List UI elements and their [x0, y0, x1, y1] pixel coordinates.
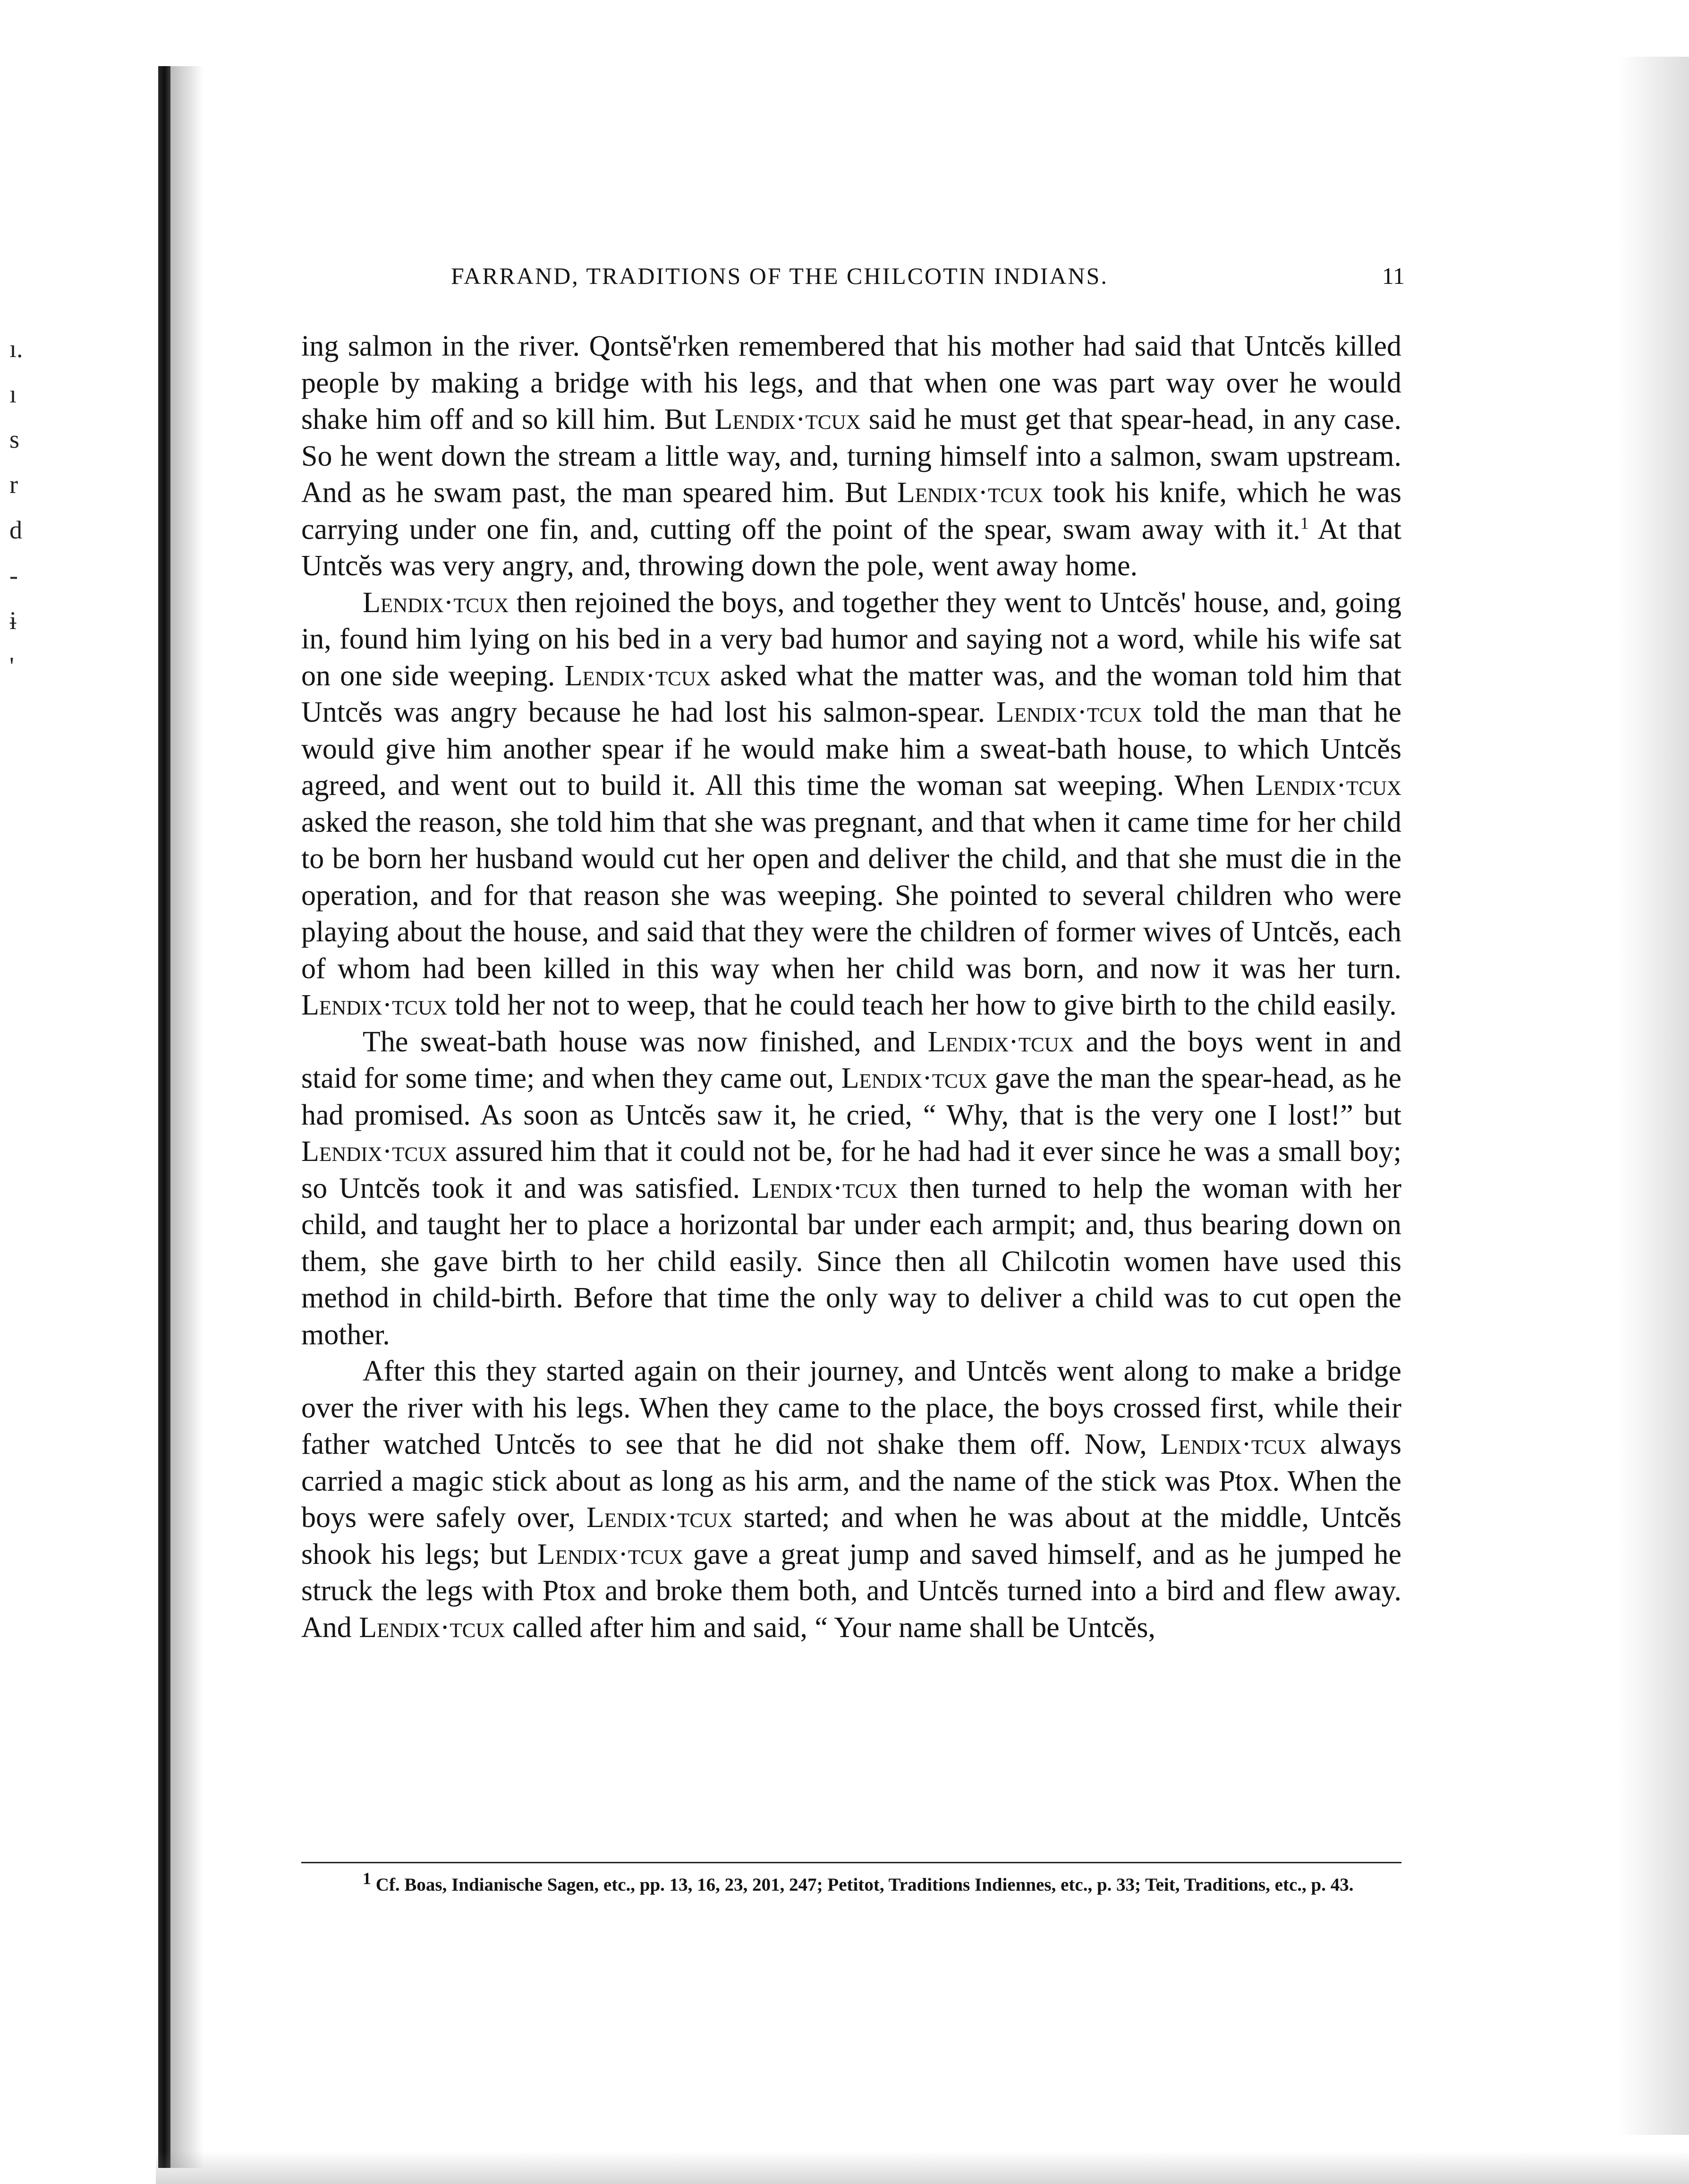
- footnote-rule: [301, 1862, 1401, 1863]
- name-small-caps: Lendix·tcux: [927, 1025, 1074, 1058]
- footnote-text: Cf. Boas, Indianische Sagen, etc., pp. 13, 16, 23, 201, 247; Petitot, Traditions Indiennes, etc., p. 33; Teit, Traditions, etc., p. 43.: [371, 1875, 1354, 1895]
- name-small-caps: Lendix·tcux: [841, 1062, 987, 1094]
- text-run: The sweat-bath house was now finished, and: [363, 1025, 928, 1058]
- text-run: said he must get that spear-head, in any case. So he went down the stream a little way, and, turning himself into a salmon, swam upstream. And as he swam past, the man speared him. But: [301, 403, 1401, 509]
- text-run: took his knife, which he was carrying under one fin, and, cutting off the point of the spear, swam away with it.: [301, 477, 1401, 546]
- margin-fragments: [9, 326, 38, 689]
- paragraph: [301, 585, 1401, 1024]
- name-small-caps: Lendix·tcux: [714, 403, 861, 435]
- text-run: gave a great jump and saved himself, and as he jumped he struck the legs with Ptox and broke them both, and Untcĕs turned into a bird and flew away. And: [301, 1538, 1401, 1644]
- text-run: started; and when he was about at the middle, Untcĕs shook his legs; but: [301, 1502, 1401, 1570]
- text-run: asked what the matter was, and the woman told him that Untcĕs was angry because he had lost his salmon-spear.: [301, 659, 1401, 728]
- text-run: and the boys went in and staid for some time; and when they came out,: [301, 1025, 1401, 1094]
- margin-fragment: r: [9, 470, 18, 499]
- right-page-edge: [1618, 57, 1689, 2135]
- name-small-caps: Lendix·tcux: [1160, 1428, 1307, 1460]
- text-run: told her not to weep, that he could teach her how to give birth to the child easily.: [447, 989, 1397, 1021]
- text-run: At that Untcĕs was very angry, and, throwing down the pole, went away home.: [301, 513, 1401, 582]
- paragraph: [301, 1024, 1401, 1354]
- name-small-caps: Lendix·tcux: [301, 1135, 448, 1168]
- footnote-reference: 1: [1300, 513, 1309, 532]
- text-run: then rejoined the boys, and together they went to Untcĕs' house, and, going in, found him lying on his bed in a very bad humor and saying not a word, while his wife sat on one side weeping.: [301, 586, 1401, 692]
- running-header: [451, 262, 1405, 295]
- binding-shadow: [170, 66, 204, 2168]
- text-run: asked the reason, she told him that she was pregnant, and that when it came time for her child to be born her husband would cut her open and deliver the child, and that she must die in the operation, and for that reason she was weeping. She pointed to several children who were playing about the house, and said that they were the children of former wives of Untcĕs, each of whom had been killed in this way when her child was born, and now it was her turn.: [301, 806, 1401, 985]
- name-small-caps: Lendix·tcux: [301, 989, 448, 1021]
- paragraph: [301, 328, 1401, 585]
- margin-fragment: ı.: [9, 334, 23, 363]
- bottom-page-edge: [156, 2151, 1689, 2184]
- name-small-caps: Lendix·tcux: [897, 477, 1044, 509]
- text-run: assured him that it could not be, for he had had it ever since he was a small boy; so Untcĕs took it and was satisfied.: [301, 1135, 1401, 1204]
- margin-fragment: ɨ: [9, 606, 17, 635]
- margin-fragment: ı: [9, 380, 17, 408]
- text-run: After this they started again on their journey, and Untcĕs went along to make a bridge over the river with his legs. When they came to the place, the boys crossed first, while their father watched Untcĕs to see that he did not shake them off. Now,: [301, 1355, 1401, 1460]
- text-run: told the man that he would give him another spear if he would make him a sweat-bath house, to which Untcĕs agreed, and went out to build it. All this time the woman sat weeping. When: [301, 696, 1401, 802]
- header-title: FARRAND, TRADITIONS OF THE CHILCOTIN INDIANS.: [451, 263, 1108, 289]
- page-number: 11: [1382, 263, 1405, 289]
- footnote-marker: 1: [363, 1869, 371, 1888]
- text-run: ing salmon in the river. Qontsĕ'rken remembered that his mother had said that Untcĕs killed people by making a bridge with his legs, and that when one was part way over he would shake him off and so kill him. But: [301, 330, 1401, 435]
- text-run: called after him and said, “ Your name shall be Untcĕs,: [505, 1611, 1155, 1644]
- text-run: gave the man the spear-head, as he had promised. As soon as Untcĕs saw it, he cried, “ Why, that is the very one I lost!” but: [301, 1062, 1401, 1131]
- name-small-caps: Lendix·tcux: [586, 1502, 733, 1534]
- name-small-caps: Lendix·tcux: [363, 586, 509, 619]
- name-small-caps: Lendix·tcux: [359, 1611, 505, 1644]
- name-small-caps: Lendix·tcux: [752, 1172, 898, 1204]
- name-small-caps: Lendix·tcux: [1255, 769, 1401, 802]
- name-small-caps: Lendix·tcux: [996, 696, 1143, 728]
- text-run: then turned to help the woman with her child, and taught her to place a horizontal bar under each armpit; and, thus bearing down on them, she gave birth to her child easily. Since then all Chilcotin women have used this method in child-birth. Before that time the only way to deliver a child was to cut open the mother.: [301, 1172, 1401, 1351]
- margin-fragment: ': [9, 652, 14, 680]
- text-run: always carried a magic stick about as long as his arm, and the name of the stick was Ptox. When the boys were safely over,: [301, 1428, 1401, 1534]
- footnote: [301, 1869, 1401, 1897]
- margin-fragment: -: [9, 561, 18, 589]
- name-small-caps: Lendix·tcux: [564, 659, 711, 692]
- name-small-caps: Lendix·tcux: [537, 1538, 684, 1570]
- margin-fragment: s: [9, 425, 20, 453]
- binding-edge: [158, 66, 170, 2168]
- margin-fragment: d: [9, 516, 22, 544]
- paragraph: [301, 1353, 1401, 1646]
- body-text: [301, 328, 1401, 1646]
